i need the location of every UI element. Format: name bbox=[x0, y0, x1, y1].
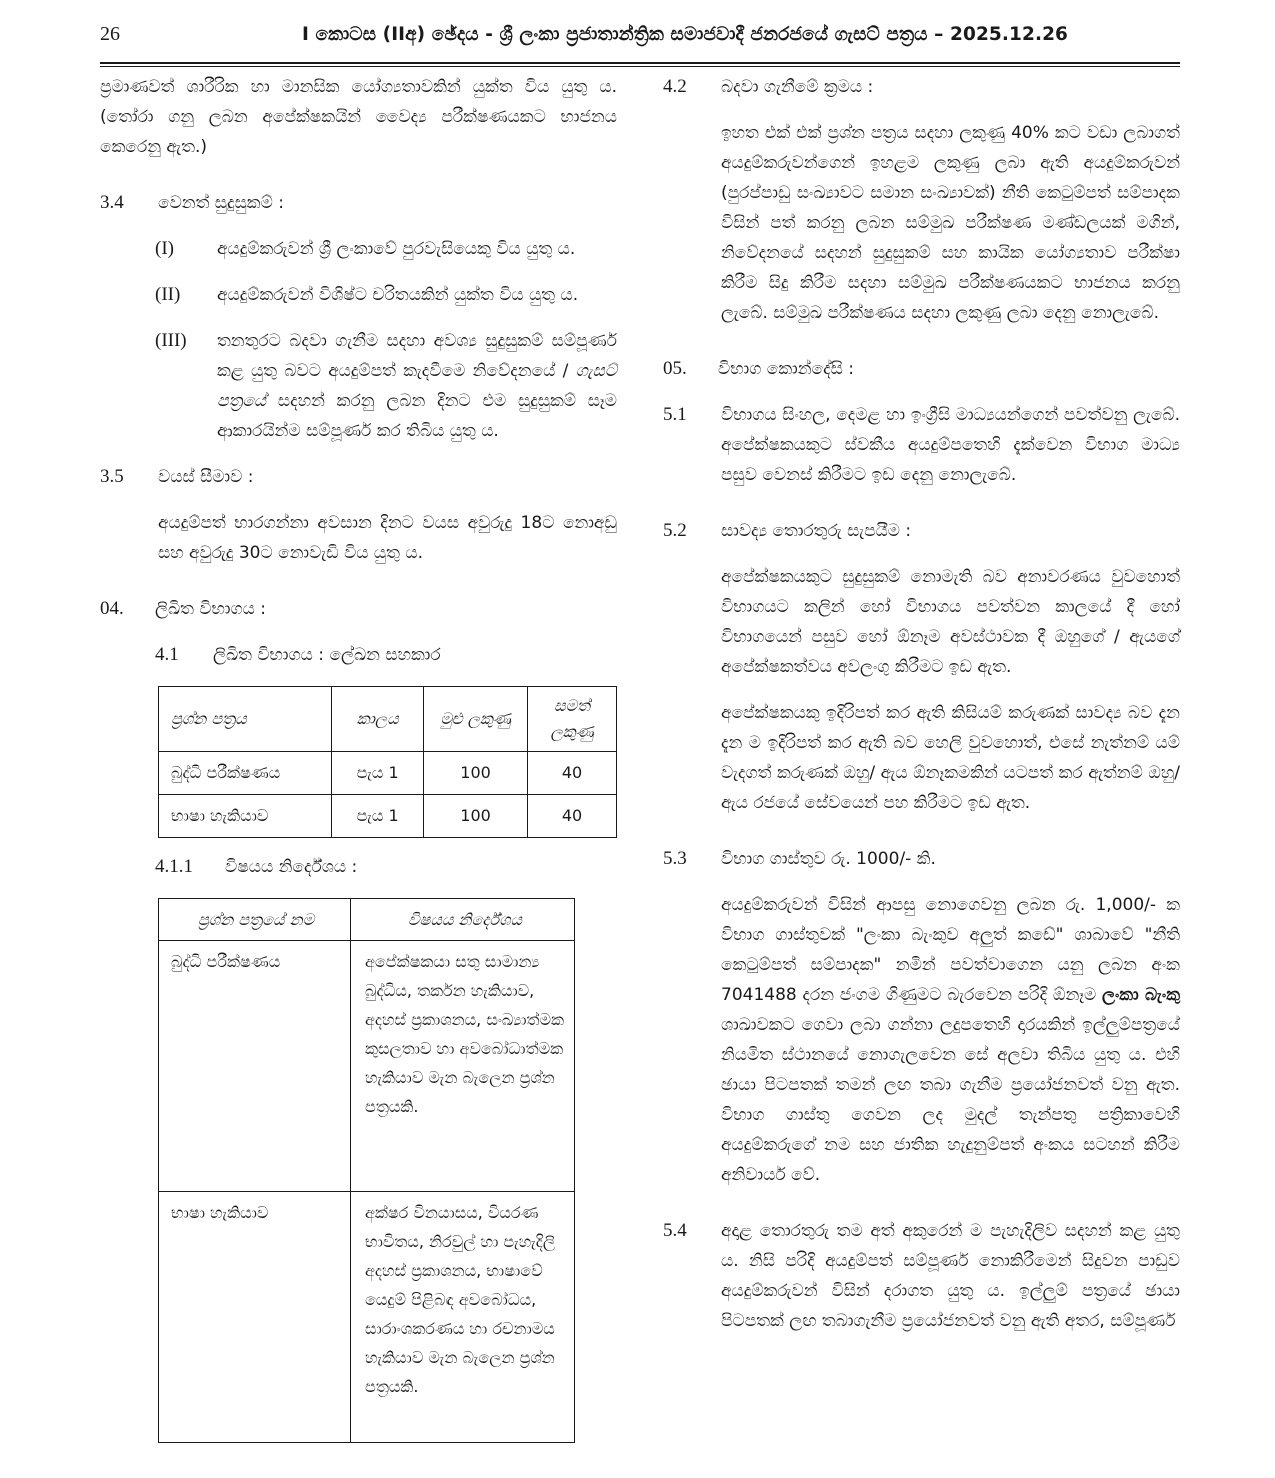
spacer bbox=[663, 1206, 1180, 1216]
section-5-1-text: විභාගය සිංහල, දෙමළ හා ඉංග්‍රීසි මාධ්‍යයන්ගෙන් පවත්වනු ලැබේ. අපේක්ෂකයකුට ස්වකීය අයදුම්පතෙහි දැක්වෙන විභාග මාධ්‍ය පසුව වෙනස් කිරීමට ඉඩ දෙනු නොලැබේ. bbox=[721, 405, 1180, 485]
exam-table bbox=[158, 686, 617, 838]
col-header-paper: ප්‍රශ්න පත්‍රය bbox=[159, 687, 332, 752]
list-item-text bbox=[217, 326, 617, 446]
list-item-marker: (II) bbox=[155, 284, 181, 305]
section-5 bbox=[663, 354, 1180, 384]
section-5-1 bbox=[663, 400, 1180, 490]
section-3-5-number: 3.5 bbox=[100, 466, 124, 487]
cell-pass-marks: 40 bbox=[528, 795, 617, 838]
section-5-4-number: 5.4 bbox=[663, 1220, 687, 1241]
col-header-duration: කාලය bbox=[332, 687, 424, 752]
section-5-2-number: 5.2 bbox=[663, 520, 687, 541]
section-3-5-heading: වයස් සීමාව : bbox=[158, 467, 254, 487]
table-header-row bbox=[159, 687, 617, 752]
section-4-1 bbox=[100, 640, 617, 670]
spacer bbox=[100, 584, 617, 594]
list-item bbox=[155, 234, 617, 264]
col-header-total-marks: මුළු ලකුණු bbox=[423, 687, 527, 752]
gazette-header-title: I කොටස (IIඅ) ඡේදය - ශ්‍රී ලංකා ප්‍රජාතාන්ත්‍රික සමාජවාදී ජනරජයේ ගැසට් පත්‍රය – 2025.12.26 bbox=[301, 24, 1069, 45]
cell-total-marks: 100 bbox=[423, 795, 527, 838]
list-item-text-before: තනතුරට බදවා ගැනීම සදහා අවශ්‍ය සුදුසුකම් සම්පූර්ණ කළ යුතු බවට අයදුම්පත් කැදවීමෙ නිවේදනයේ / bbox=[217, 331, 617, 381]
section-4-heading: ලිඛිත විභාගය : bbox=[155, 599, 267, 619]
cell-total-marks: 100 bbox=[423, 752, 527, 795]
cell-paper-name: භාෂා හැකියාව bbox=[159, 1192, 351, 1443]
section-5-2-paragraph-1: අපේක්ෂකයකුට සුදුසුකම් නොමැති බව අනාවරණය වුවහොත් විභාගයට කලින් හෝ විභාගය පවත්වන කාලයේ දී හෝ විභාගයෙන් පසුව හෝ ඕනෑම අවස්ථාවක දී ඔහුගේ / ඇයගේ අපේක්ෂකත්වය අවලංගු කිරීමට ඉඩ ඇත. bbox=[721, 567, 1180, 677]
section-4-1-heading: ලිඛිත විභාගය : ලේඛන සහකාර bbox=[213, 645, 441, 665]
section-3-4-number: 3.4 bbox=[100, 192, 124, 213]
list-item bbox=[155, 326, 617, 446]
table-header-row bbox=[159, 899, 575, 941]
list-item-text: අයදුම්කරුවන් ශ්‍රී ලංකාවේ පුරවැසියෙකු විය යුතු ය. bbox=[217, 239, 576, 259]
cell-paper-name: බුද්ධි පරීක්ෂණය bbox=[159, 941, 351, 1192]
section-4-2-number: 4.2 bbox=[663, 76, 687, 97]
section-5-2 bbox=[663, 516, 1180, 546]
table-row bbox=[159, 752, 617, 795]
cell-paper-name: බුද්ධි පරීක්ෂණය bbox=[159, 752, 332, 795]
list-item-marker: (I) bbox=[155, 238, 174, 259]
two-column-body bbox=[100, 72, 1180, 1462]
cell-duration: පැය 1 bbox=[332, 795, 424, 838]
exam-table-wrapper bbox=[158, 686, 617, 838]
exam-fee-text-after: ශාඛාවකට ගෙවා ලබා ගන්නා ලදුපතෙහි දාරයකින් ඉල්ලුම්පත්‍රයේ නියමිත ස්ථානයේ නොගැලවෙන සේ අලවා තිබිය යුතු ය. එහි ඡායා පිටපතක් තමන් ලඟ තබා ගැනීම ප්‍රයෝජනවත් වනු ඇත. විභාග ගාස්තු ගෙවන ලද මුදල් තැන්පතු පත්‍රිකාවෙහි අයදුම්කරුගේ නම සහ ජාතික හැදුනුම්පත් අංකය සටහන් කිරීම අනිවාර්ය වේ. bbox=[721, 1015, 1180, 1185]
syllabus-table bbox=[158, 898, 575, 1443]
page-number: 26 bbox=[100, 23, 120, 45]
cell-syllabus: අපේක්ෂකයා සතු සාමාන්‍ය බුද්ධිය, තර්කන හැකියාව, අදහස් ප්‍රකාශනය, සංඛ්‍යාත්මක කුසලතාව හා අවබෝධාත්මක හැකියාව මැන බැලෙන ප්‍රශ්න පත්‍රයකි. bbox=[351, 941, 575, 1192]
cell-duration: පැය 1 bbox=[332, 752, 424, 795]
section-4-2-text: ඉහත එක් එක් ප්‍රශ්න පත්‍රය සදහා ලකුණු 40% කට වඩා ලබාගත් අයදුම්කරුවන්ගෙන් ඉහළම ලකුණු ලබා ඇති අයදුම්කරුවන් (පුරප්පාඩු සංඛ්‍යාවට සමාන සංඛ්‍යාවක්) නීති කෙටුම්පත් සම්පාදක විසින් පත් කරනු ලබන සම්මුඛ පරීක්ෂණ මණ්ඩලයක් මගින්, නිවේදනයේ සදහන් සුදුසුකම් සහ කායික යෝග්‍යතාව පරීක්ෂා කිරීම සිදු කිරීම සදහා සම්මුඛ පරීක්ෂණයකට භාජනය කරනු ලැබේ. සම්මුඛ පරීක්ෂණය සදහා ලකුණු ලබා දෙනු නොලැබේ. bbox=[721, 123, 1180, 323]
section-5-heading: විභාග කොන්දේසි : bbox=[718, 359, 855, 379]
section-5-number: 05. bbox=[663, 358, 687, 379]
section-4-1-number: 4.1 bbox=[155, 644, 179, 665]
section-4-2-heading: බදවා ගැනීමේ ක්‍රමය : bbox=[721, 77, 874, 97]
bank-name-emphasis: ලංකා බැංකු bbox=[1102, 985, 1180, 1005]
section-3-4 bbox=[100, 188, 617, 218]
section-5-3-heading: විභාග ගාස්තුව රු. 1000/- කි. bbox=[721, 849, 936, 869]
header-divider bbox=[100, 62, 1180, 67]
section-4-1-1-heading: විෂයය නිර්දේශය : bbox=[225, 857, 358, 877]
section-3-4-heading: වෙනත් සුදුසුකම් : bbox=[158, 193, 284, 213]
table-row bbox=[159, 1192, 575, 1443]
cell-syllabus: අක්ෂර විනයාසය, වියරණ භාවිතය, නිරවුල් හා පැහැදිලි අදහස් ප්‍රකාශනය, භාෂාවේ යෙදුම් පිළිබඳ අවබෝධය, සාරාංශකරණය හා රචනාමය හැකියාව මැන බැලෙන ප්‍රශ්න පත්‍රයකි. bbox=[351, 1192, 575, 1443]
section-3-5-text: අයදුම්පත් භාරගන්නා අවසාන දිනට වයස අවුරුදු 18ට නොඅඩු සහ අවුරුදු 30ට නොවැඩි විය යුතු ය. bbox=[158, 513, 617, 563]
section-4-1-1 bbox=[100, 852, 617, 882]
section-4 bbox=[100, 594, 617, 624]
section-3-5 bbox=[100, 462, 617, 492]
section-5-4 bbox=[663, 1216, 1180, 1336]
spacer bbox=[100, 178, 617, 188]
section-4-1-1-number: 4.1.1 bbox=[155, 856, 193, 877]
right-column bbox=[663, 72, 1180, 1462]
list-item bbox=[155, 280, 617, 310]
table-row bbox=[159, 941, 575, 1192]
cell-pass-marks: 40 bbox=[528, 752, 617, 795]
section-5-4-text: අදාළ තොරතුරු තම අත් අකුරෙන් ම පැහැදිලිව සදහන් කළ යුතු ය. නිසි පරිදි අයදුම්පත් සම්පූර්ණ නොකිරීමෙන් සිදුවන පාඩුව අයදුම්කරුවන් විසින් දරාගත යුතු ය. ඉල්ලුම් පත්‍රයේ ඡායා පිටපතක් ලඟ තබාගැනීම ප්‍රයෝජනවත් වනු ඇති අතර, සම්පූර්ණ bbox=[721, 1221, 1180, 1331]
spacer bbox=[663, 344, 1180, 354]
left-column bbox=[100, 72, 617, 1462]
list-item-text: අයදුම්කරුවන් විශිෂ්ට චරිතයකින් යුක්ත විය යුතු ය. bbox=[217, 285, 579, 305]
table-row bbox=[159, 795, 617, 838]
section-5-3-paragraph bbox=[721, 890, 1180, 1190]
continued-paragraph: ප්‍රමාණවත් ශාරීරික හා මානසික යෝග්‍යතාවකින් යුක්ත විය යුතු ය. (තෝරා ගනු ලබන අපේක්ෂකයින් වෛද්‍ය පරීක්ෂණයකට භාජනය කෙරෙනු ඇත.) bbox=[100, 77, 617, 157]
col-header-pass-marks: සමත් ලකුණු bbox=[528, 687, 617, 752]
syllabus-table-wrapper bbox=[158, 898, 617, 1443]
gazette-emphasis: ගැසට් පත්‍රයේ bbox=[217, 361, 617, 411]
cell-paper-name: භාෂා හැකියාව bbox=[159, 795, 332, 838]
section-5-2-paragraph-2: අපේක්ෂකයකු ඉදිරිපත් කර ඇති කිසියම් කරුණක් සාවද්‍ය බව දැන දැන ම ඉදිරිපත් කර ඇති බව හෙලි වුවහොත්, එසේ නැත්නම් යම් වැදගත් කරුණක් ඔහු/ ඇය ඕනෑකමකින් යටපත් කර ඇත්නම් ඔහු/ ඇය රජයේ සේවයෙන් පහ කිරීමට ඉඩ ඇත. bbox=[721, 703, 1180, 813]
section-3-4-items bbox=[155, 234, 617, 446]
col-header-syllabus: විෂයය නිර්දේශය bbox=[351, 899, 575, 941]
section-4-number: 04. bbox=[100, 598, 124, 619]
section-5-3-number: 5.3 bbox=[663, 848, 687, 869]
section-5-1-number: 5.1 bbox=[663, 404, 687, 425]
page-header bbox=[100, 24, 1180, 66]
col-header-paper-name: ප්‍රශ්න පත්‍රයේ නම bbox=[159, 899, 351, 941]
list-item-marker: (III) bbox=[155, 330, 187, 351]
spacer bbox=[663, 834, 1180, 844]
exam-fee-text-before: අයදුම්කරුවන් විසින් ආපසු නොගෙවනු ලබන රු. 1,000/- ක විභාග ගාස්තුවක් "ලංකා බැංකුව අලුත් කඩේ" ශාබාවේ "නීති කෙටුම්පත් සම්පාදක" නමින් පවත්වාගෙන යනු ලබන අංක 7041488 දරන ජංගම ගිණුමට බැරවෙන පරිදි ඕනෑම bbox=[721, 895, 1180, 1005]
section-5-3 bbox=[663, 844, 1180, 874]
list-item-text-after: සදහන් කරනු ලබන දිනට එම සුදුසුකම් සෑම ආකාරයින්ම සම්පූර්ණ කර තිබිය යුතු ය. bbox=[217, 391, 617, 441]
section-5-2-heading: සාවද්‍ය තොරතුරු සැපයීම : bbox=[721, 521, 912, 541]
spacer bbox=[663, 506, 1180, 516]
section-4-2 bbox=[663, 72, 1180, 102]
